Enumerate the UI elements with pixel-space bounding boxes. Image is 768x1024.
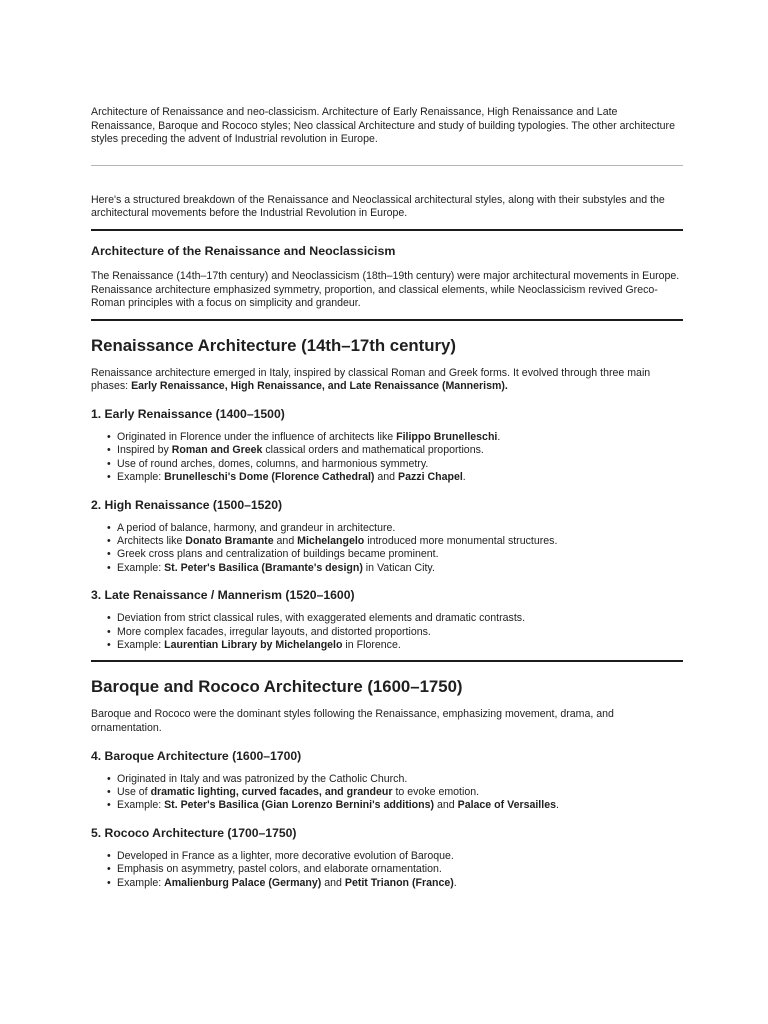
divider [91, 319, 683, 321]
early-renaissance-heading: 1. Early Renaissance (1400–1500) [91, 406, 285, 421]
baroque-rococo-heading: Baroque and Rococo Architecture (1600–1750) [91, 677, 463, 697]
baroque-rococo-intro: Baroque and Rococo were the dominant styles following the Renaissance, emphasizing movement, drama, and ornamentation. [91, 708, 614, 734]
renaissance-heading: Renaissance Architecture (14th–17th century) [91, 335, 456, 355]
lead-paragraph: Here's a structured breakdown of the Renaissance and Neoclassical architectural styles, along with their substyles and the architectural movements before the Industrial Revolution in Europe. [91, 193, 665, 220]
early-renaissance-list [91, 431, 683, 485]
list-item: • Use of dramatic lighting, curved facades, and grandeur to evoke emotion. [117, 786, 683, 799]
list-item: • Example: Laurentian Library by Michelangelo in Florence. [117, 639, 683, 652]
list-item: • More complex facades, irregular layouts, and distorted proportions. [117, 626, 683, 639]
document-content [91, 106, 683, 935]
list-item: • Originated in Italy and was patronized by the Catholic Church. [117, 773, 683, 786]
rococo-list [91, 850, 683, 890]
list-item: • Developed in France as a lighter, more decorative evolution of Baroque. [117, 850, 683, 863]
list-item: • Deviation from strict classical rules, with exaggerated elements and dramatic contrasts. [117, 612, 683, 625]
overview-paragraph: The Renaissance (14th–17th century) and Neoclassicism (18th–19th century) were major architectural movements in Europe. Renaissance architecture emphasized symmetry, proportion, and classical elements, while Neoclassicism revived Greco-Roman principles with a focus on simplicity and grandeur. [91, 269, 680, 310]
list-item: • Use of round arches, domes, columns, and harmonious symmetry. [117, 458, 683, 471]
divider [91, 229, 683, 231]
high-renaissance-heading: 2. High Renaissance (1500–1520) [91, 497, 283, 512]
list-item: • Emphasis on asymmetry, pastel colors, and elaborate ornamentation. [117, 863, 683, 876]
renaissance-phases: Early Renaissance, High Renaissance, and Late Renaissance (Mannerism). [131, 380, 508, 393]
baroque-heading: 4. Baroque Architecture (1600–1700) [91, 748, 302, 763]
renaissance-intro [91, 367, 683, 394]
rococo-heading: 5. Rococo Architecture (1700–1750) [91, 825, 297, 840]
late-renaissance-heading: 3. Late Renaissance / Mannerism (1520–1600) [91, 588, 355, 603]
divider [91, 660, 683, 662]
list-item: • Architects like Donato Bramante and Michelangelo introduced more monumental structures. [117, 535, 683, 548]
list-item: • Inspired by Roman and Greek classical orders and mathematical proportions. [117, 444, 683, 457]
list-item: • A period of balance, harmony, and grandeur in architecture. [117, 522, 683, 535]
list-item: • Example: Brunelleschi's Dome (Florence Cathedral) and Pazzi Chapel. [117, 471, 683, 484]
overview-heading: Architecture of the Renaissance and Neoclassicism [91, 243, 396, 258]
list-item: • Originated in Florence under the influence of architects like Filippo Brunelleschi. [117, 431, 683, 444]
list-item: • Example: St. Peter's Basilica (Bramante's design) in Vatican City. [117, 562, 683, 575]
baroque-list [91, 773, 683, 813]
high-renaissance-list [91, 522, 683, 576]
divider [91, 165, 683, 166]
list-item: • Greek cross plans and centralization of buildings became prominent. [117, 548, 683, 561]
late-renaissance-list [91, 612, 683, 652]
list-item: • Example: Amalienburg Palace (Germany) and Petit Trianon (France). [117, 877, 683, 890]
renaissance-intro-text: Renaissance architecture emerged in Italy, inspired by classical Roman and Greek forms. It evolved through three main phases: [91, 366, 651, 393]
list-item: • Example: St. Peter's Basilica (Gian Lorenzo Bernini's additions) and Palace of Versailles. [117, 799, 683, 812]
document-description: Architecture of Renaissance and neo-classicism. Architecture of Early Renaissance, High Renaissance and Late Renaissance, Baroque and Rococo styles; Neo classical Architecture and study of building typologies. The other architecture styles preceding the advent of Industrial revolution in Europe. [91, 106, 675, 146]
